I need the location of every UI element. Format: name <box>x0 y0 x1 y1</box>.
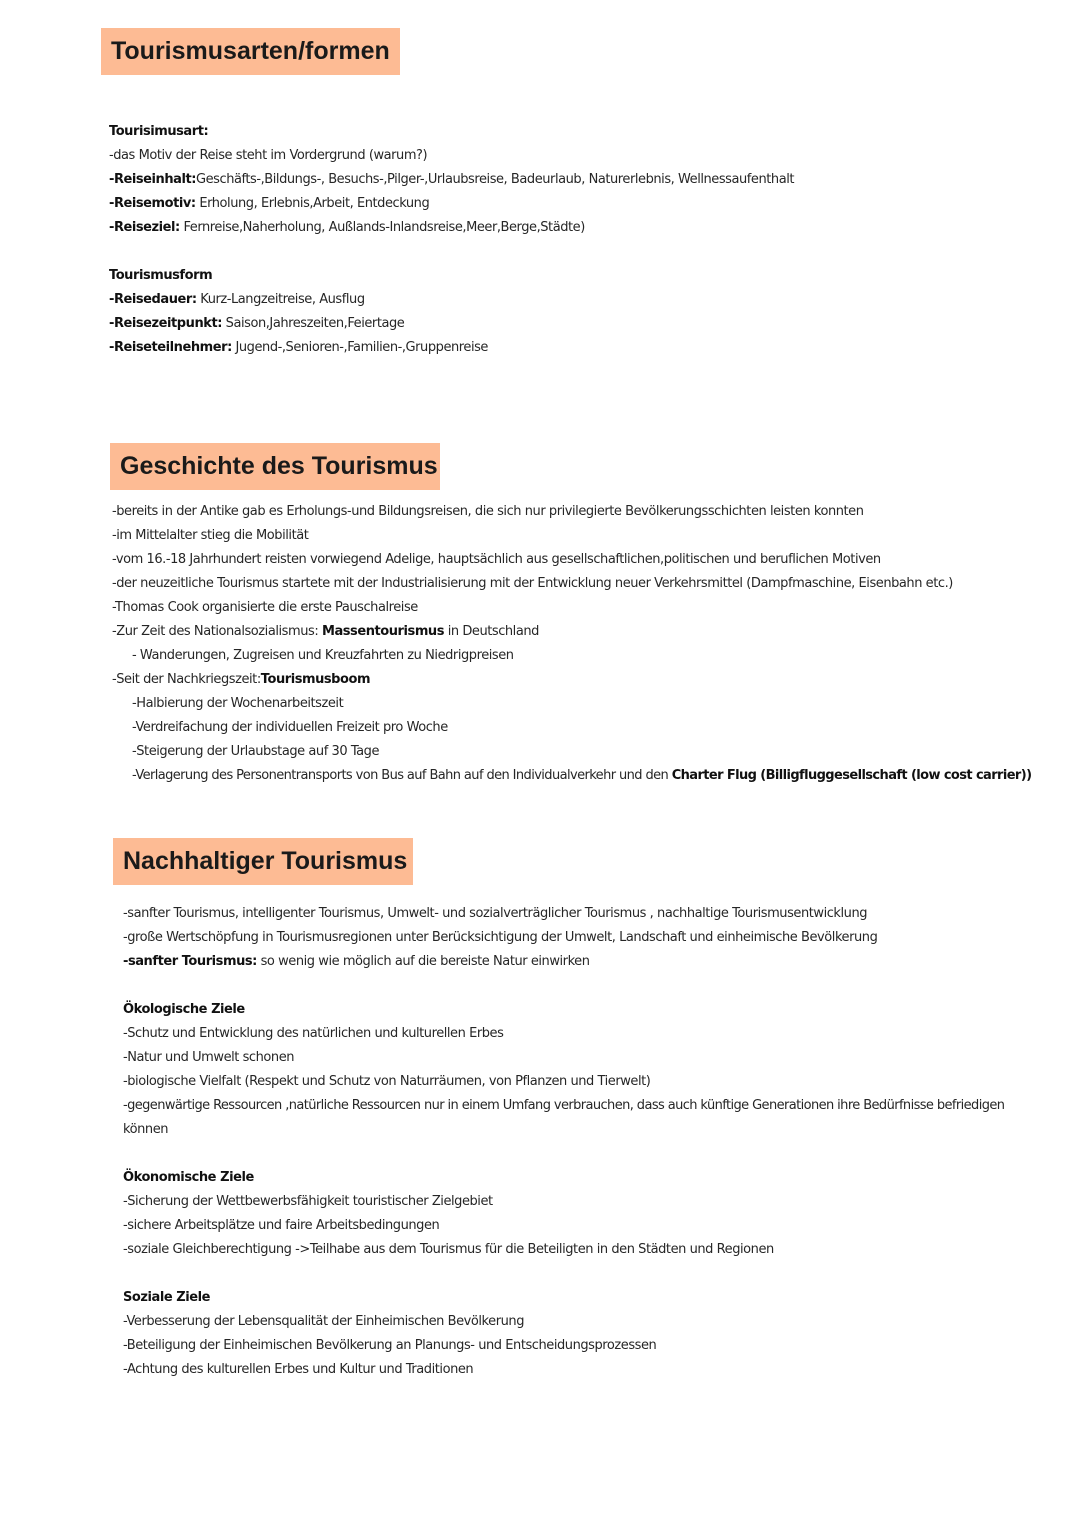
text-line: -gegenwärtige Ressourcen ,natürliche Ressourcen nur in einem Umfang verbrauchen, dass auch künftige Generationen ihre Bedürfnisse befriedigen <box>123 1098 1005 1113</box>
heading-tourismusarten: Tourismusarten/formen <box>101 28 400 75</box>
text-line: -Verbesserung der Lebensqualität der Einheimischen Bevölkerung <box>123 1314 524 1329</box>
text-line: -der neuzeitliche Tourismus startete mit der Industrialisierung mit der Entwicklung neuer Verkehrsmittel (Dampfmaschine, Eisenbahn etc.) <box>112 576 953 591</box>
text-line <box>112 620 1031 644</box>
value-reiseziel: Fernreise,Naherholung, Außlands-Inlandsreise,Meer,Berge,Städte) <box>179 220 585 235</box>
label-reiseziel: -Reiseziel: <box>109 220 180 235</box>
text-line: können <box>123 1122 169 1137</box>
text-line: -biologische Vielfalt (Respekt und Schutz von Naturräumen, von Pflanzen und Tierwelt) <box>123 1074 651 1089</box>
value-reisedauer: Kurz-Langzeitreise, Ausflug <box>196 292 365 307</box>
text-line <box>123 950 1004 974</box>
text-line: -Achtung des kulturellen Erbes und Kultur und Traditionen <box>123 1362 474 1377</box>
text-fragment: in Deutschland <box>444 624 539 639</box>
text-fragment: -Zur Zeit des Nationalsozialismus: <box>112 624 322 639</box>
text-fragment: so wenig wie möglich auf die bereiste Natur einwirken <box>256 954 590 969</box>
text-line: -sichere Arbeitsplätze und faire Arbeitsbedingungen <box>123 1218 440 1233</box>
value-reisemotiv: Erholung, Erlebnis,Arbeit, Entdeckung <box>195 196 430 211</box>
subheading-tourismusform: Tourismusform <box>109 268 213 283</box>
text-line: - Wanderungen, Zugreisen und Kreuzfahrten zu Niedrigpreisen <box>132 648 514 663</box>
term-charter-flug: Charter Flug (Billigfluggesellschaft (low cost carrier)) <box>671 768 1032 783</box>
subheading-oekologische-ziele: Ökologische Ziele <box>123 1002 245 1017</box>
subheading-oekonomische-ziele: Ökonomische Ziele <box>123 1170 254 1185</box>
section-nachhaltig <box>123 902 1004 1382</box>
label-reisemotiv: -Reisemotiv: <box>109 196 196 211</box>
section-tourismusarten <box>109 120 794 360</box>
text-line: -bereits in der Antike gab es Erholungs-und Bildungsreisen, die sich nur privilegierte Bevölkerungsschichten leisten konnten <box>112 504 864 519</box>
label-reisezeitpunkt: -Reisezeitpunkt: <box>109 316 222 331</box>
text-line <box>109 192 794 216</box>
text-line <box>112 764 1031 788</box>
value-reisezeitpunkt: Saison,Jahreszeiten,Feiertage <box>221 316 405 331</box>
text-line <box>109 336 794 360</box>
text-line <box>109 288 794 312</box>
text-line <box>109 168 794 192</box>
text-line <box>109 216 794 240</box>
text-line: -Schutz und Entwicklung des natürlichen und kulturellen Erbes <box>123 1026 504 1041</box>
label-reiseinhalt: -Reiseinhalt: <box>109 172 196 187</box>
text-line <box>112 668 1031 692</box>
text-fragment: -Verlagerung des Personentransports von Bus auf Bahn auf den Individualverkehr und den <box>132 768 672 783</box>
text-line: -Halbierung der Wochenarbeitszeit <box>132 696 344 711</box>
text-line: -vom 16.-18 Jahrhundert reisten vorwiegend Adelige, hauptsächlich aus gesellschaftlichen,politischen und beruflichen Motiven <box>112 552 881 567</box>
label-reiseteilnehmer: -Reiseteilnehmer: <box>109 340 232 355</box>
text-line: -sanfter Tourismus, intelligenter Tourismus, Umwelt- und sozialverträglicher Tourismus , nachhaltige Tourismusentwicklung <box>123 906 868 921</box>
text-line: -Sicherung der Wettbewerbsfähigkeit touristischer Zielgebiet <box>123 1194 493 1209</box>
heading-nachhaltiger-tourismus: Nachhaltiger Tourismus <box>113 838 413 885</box>
text-line: -soziale Gleichberechtigung ->Teilhabe aus dem Tourismus für die Beteiligten in den Städten und Regionen <box>123 1242 774 1257</box>
text-line: -im Mittelalter stieg die Mobilität <box>112 528 309 543</box>
value-reiseteilnehmer: Jugend-,Senioren-,Familien-,Gruppenreise <box>231 340 488 355</box>
text-line: -Natur und Umwelt schonen <box>123 1050 295 1065</box>
term-massentourismus: Massentourismus <box>321 624 445 639</box>
text-fragment: -Seit der Nachkriegszeit: <box>112 672 261 687</box>
section-geschichte <box>112 500 1031 788</box>
text-line: -große Wertschöpfung in Tourismusregionen unter Berücksichtigung der Umwelt, Landschaft und einheimische Bevölkerung <box>123 930 878 945</box>
heading-geschichte: Geschichte des Tourismus <box>110 443 440 490</box>
subheading-soziale-ziele: Soziale Ziele <box>123 1290 211 1305</box>
text-line: -Verdreifachung der individuellen Freizeit pro Woche <box>132 720 448 735</box>
text-line <box>109 312 794 336</box>
term-tourismusboom: Tourismusboom <box>260 672 371 687</box>
text-line: -Steigerung der Urlaubstage auf 30 Tage <box>132 744 380 759</box>
subheading-tourismusart: Tourisimusart: <box>109 124 209 139</box>
value-reiseinhalt: Geschäfts-,Bildungs-, Besuchs-,Pilger-,Urlaubsreise, Badeurlaub, Naturerlebnis, Wellnessaufenthalt <box>196 172 795 187</box>
text-line: -das Motiv der Reise steht im Vordergrund (warum?) <box>109 148 428 163</box>
text-line: -Beteiligung der Einheimischen Bevölkerung an Planungs- und Entscheidungsprozessen <box>123 1338 657 1353</box>
text-line: -Thomas Cook organisierte die erste Pauschalreise <box>112 600 418 615</box>
term-sanfter-tourismus: -sanfter Tourismus: <box>123 954 257 969</box>
label-reisedauer: -Reisedauer: <box>109 292 197 307</box>
